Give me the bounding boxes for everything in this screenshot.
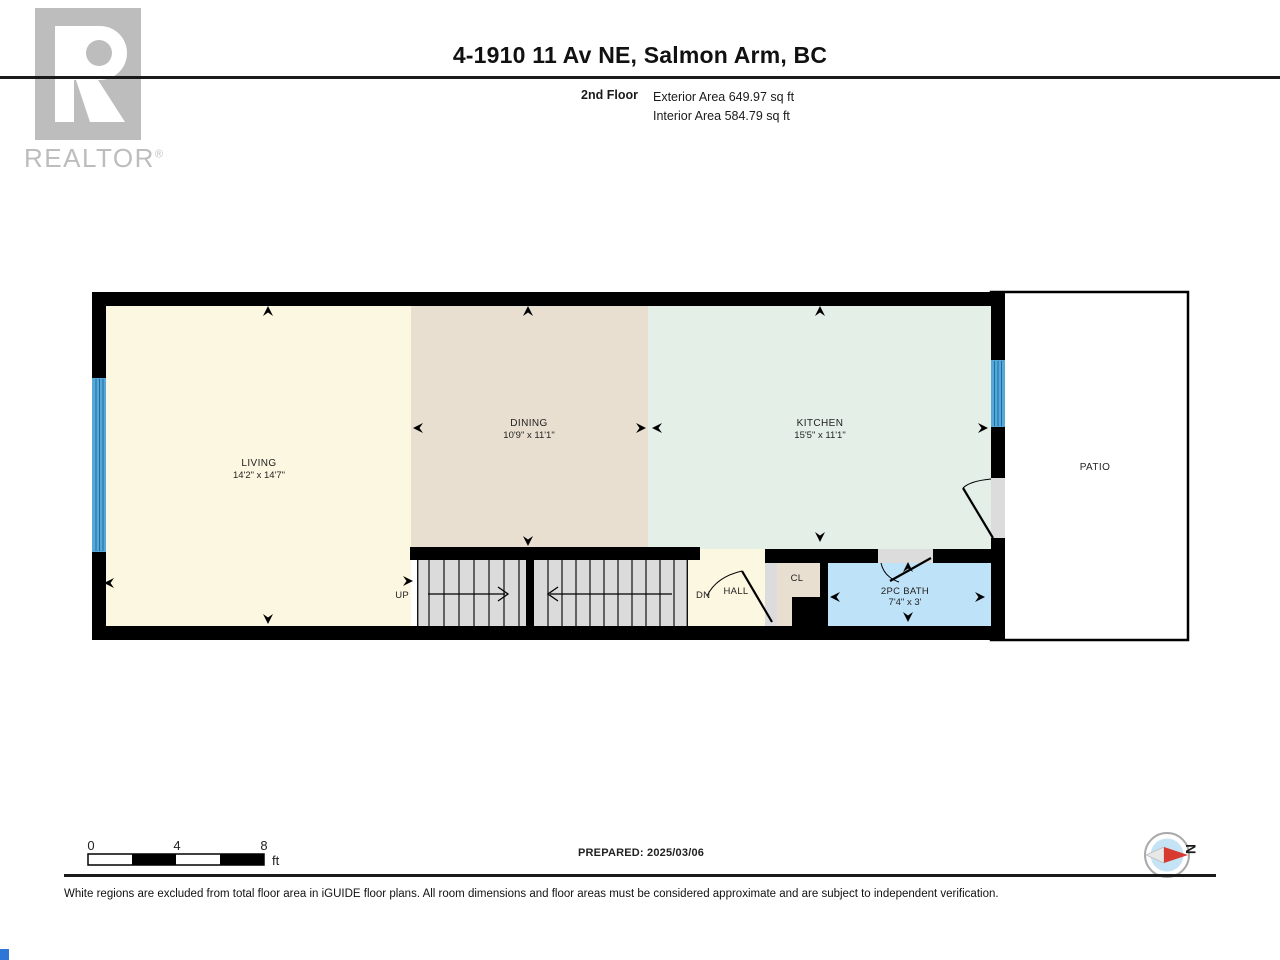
compass-north-label: N xyxy=(1183,843,1200,855)
patio-label: PATIO xyxy=(1079,462,1111,473)
exterior-area: Exterior Area 649.97 sq ft xyxy=(653,90,795,104)
scale-tick-4: 4 xyxy=(173,838,181,853)
stairs-up-label: UP xyxy=(395,590,409,601)
realtor-logo-icon xyxy=(35,8,141,140)
living-dims: 14'2" x 14'7" xyxy=(232,470,286,481)
closet-label: CL xyxy=(790,573,804,584)
realtor-wordmark: REALTOR® xyxy=(24,143,165,173)
scale-bar xyxy=(87,838,279,868)
interior-area: Interior Area 584.79 sq ft xyxy=(653,109,790,123)
scale-unit-label: ft xyxy=(272,853,280,868)
dining-dims: 10'9" x 11'1" xyxy=(503,430,555,441)
window-left xyxy=(92,378,106,552)
dining-label: DINING xyxy=(510,418,548,429)
disclaimer-text: White regions are excluded from total floor area in iGUIDE floor plans. All room dimensions and floor areas must be considered approximate and are subject to independent verification. xyxy=(64,888,999,900)
registered-mark: ® xyxy=(154,148,165,161)
bath-dims: 7'4" x 3' xyxy=(888,597,922,608)
page-title: 4-1910 11 Av NE, Salmon Arm, BC xyxy=(452,42,828,68)
header-divider xyxy=(0,76,1280,79)
floor-label: 2nd Floor xyxy=(581,88,638,102)
living-label: LIVING xyxy=(241,458,277,469)
kitchen-dims: 15'5" x 11'1" xyxy=(794,430,846,441)
patio-door-opening xyxy=(991,478,1005,538)
compass-icon xyxy=(1145,833,1189,877)
hall-label: HALL xyxy=(723,586,749,597)
hall-door-opening xyxy=(765,563,777,626)
window-right xyxy=(991,360,1005,427)
page-corner-mark xyxy=(0,949,9,960)
stairs-down-label: DN xyxy=(696,590,711,601)
prepared-date: PREPARED: 2025/03/06 xyxy=(578,847,705,859)
bath-label: 2PC BATH xyxy=(880,586,930,597)
footer-divider xyxy=(64,874,1216,877)
scale-tick-0: 0 xyxy=(87,838,95,853)
staircase xyxy=(418,560,688,626)
scale-tick-8: 8 xyxy=(260,838,268,853)
kitchen-label: KITCHEN xyxy=(796,418,844,429)
area-summary xyxy=(653,88,794,126)
